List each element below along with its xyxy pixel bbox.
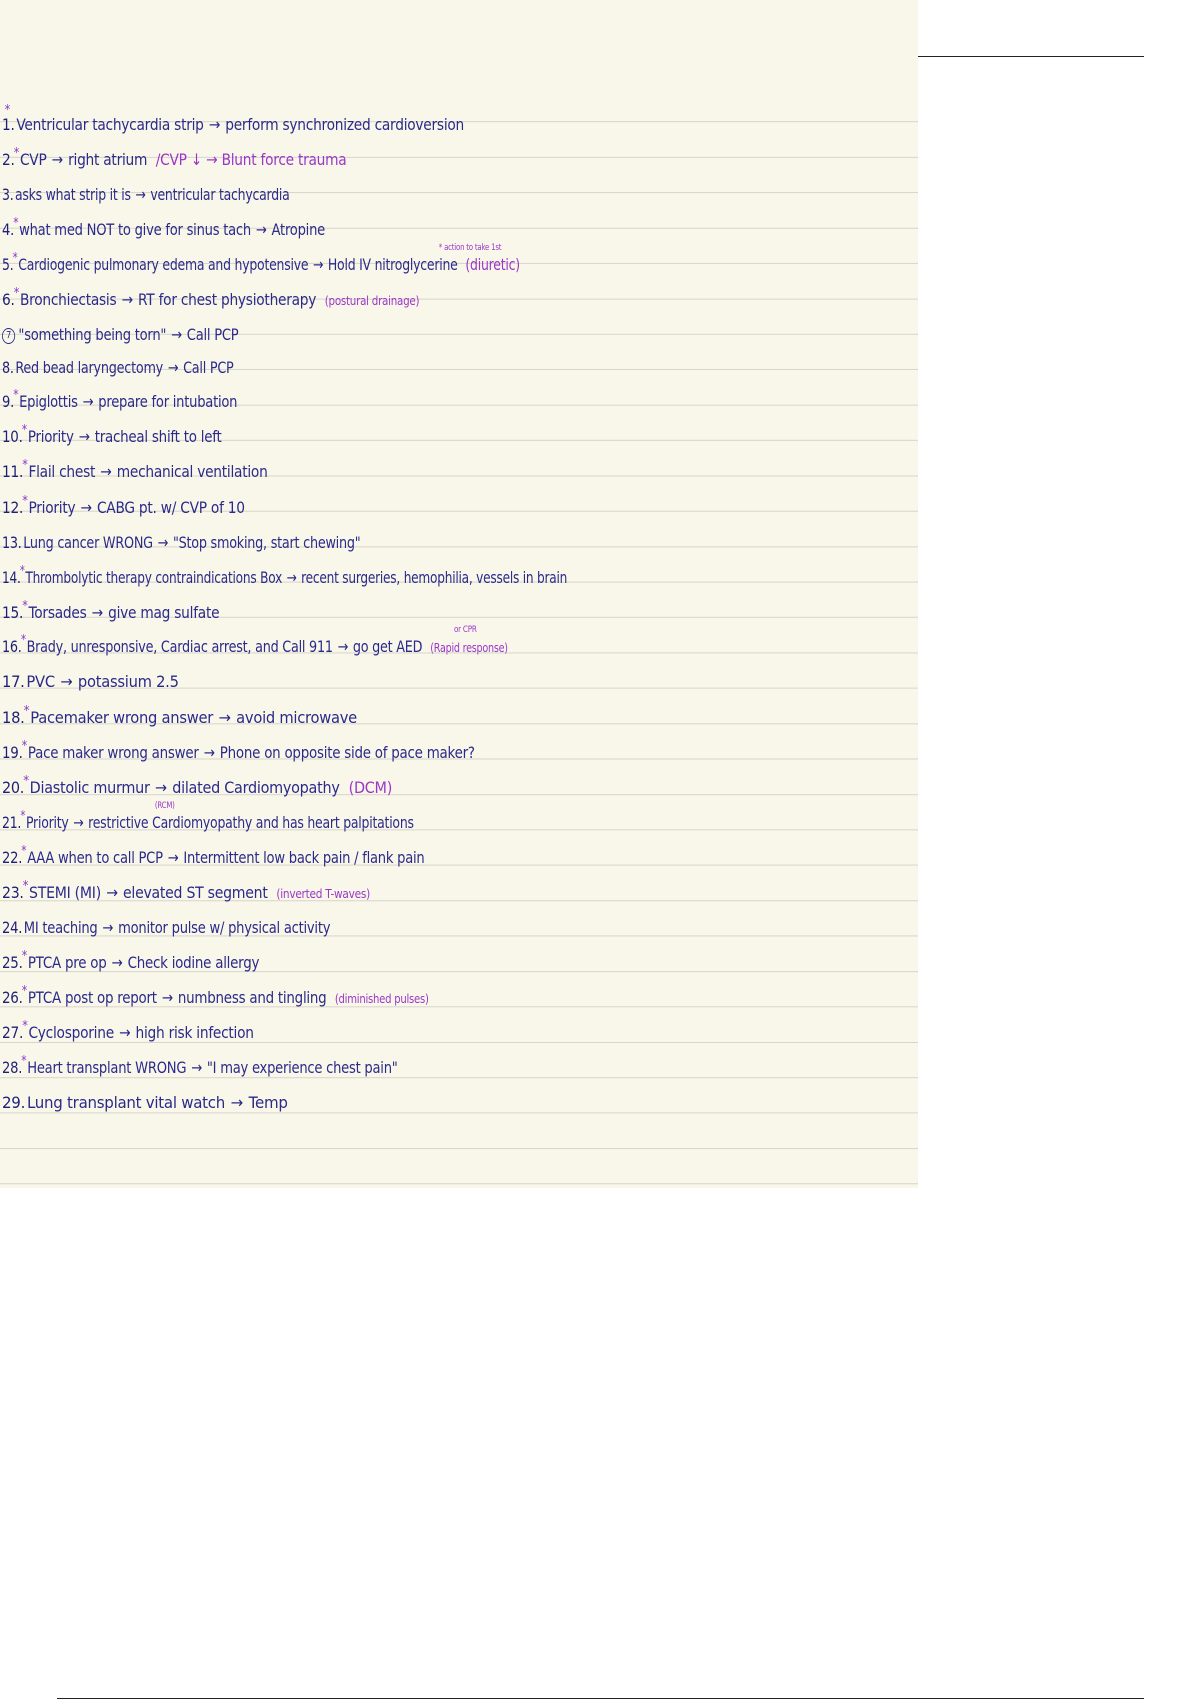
note-answer: Call PCP xyxy=(183,358,234,377)
note-item xyxy=(2,458,268,492)
note-number: 25. xyxy=(2,953,23,972)
arrow-icon: → xyxy=(161,988,173,1007)
note-question: Red bead laryngectomy xyxy=(15,358,164,377)
note-item xyxy=(2,423,222,457)
note-question: Pace maker wrong answer xyxy=(27,743,199,762)
note-question: Brady, unresponsive, Cardiac arrest, and Call 911 xyxy=(26,637,333,656)
note-number: 10. xyxy=(2,427,23,446)
note-question: Priority xyxy=(25,813,69,832)
note-question: what med NOT to give for sinus tach xyxy=(19,220,251,239)
note-item xyxy=(2,1054,398,1088)
note-answer: Temp xyxy=(248,1093,288,1112)
note-number: 8. xyxy=(2,358,14,377)
note-answer: Atropine xyxy=(271,220,325,239)
note-question: Thrombolytic therapy contraindications Box xyxy=(25,568,283,587)
note-item xyxy=(2,774,393,808)
arrow-icon: → xyxy=(286,568,297,587)
star-icon: * xyxy=(4,103,10,118)
star-icon: * xyxy=(13,388,19,403)
arrow-icon: → xyxy=(255,220,267,239)
note-item xyxy=(2,625,508,667)
note-question: Cyclosporine xyxy=(28,1023,114,1042)
star-icon: * xyxy=(21,1054,27,1069)
note-number: 6. xyxy=(2,290,15,309)
arrow-icon: → xyxy=(337,637,349,656)
note-answer: high risk infection xyxy=(135,1023,254,1042)
page-top-margin xyxy=(0,0,918,100)
note-question: Torsades xyxy=(28,603,87,622)
note-number: 19. xyxy=(2,743,23,762)
note-answer: restrictive Cardiomyopathy and has heart palpitations xyxy=(88,813,414,832)
star-icon: * xyxy=(13,216,19,231)
note-answer: Check iodine allergy xyxy=(127,953,260,972)
header-rule xyxy=(918,56,1144,57)
note-number: 24. xyxy=(2,918,23,937)
note-answer: monitor pulse w/ physical activity xyxy=(118,918,331,937)
arrow-icon: → xyxy=(80,498,92,517)
note-item xyxy=(2,672,179,702)
note-answer: "Stop smoking, start chewing" xyxy=(172,533,361,552)
note-question: PTCA post op report xyxy=(27,988,157,1007)
note-number: 2. xyxy=(2,150,15,169)
arrow-icon: → xyxy=(78,427,90,446)
note-annotation: /CVP ↓ → Blunt force trauma xyxy=(155,150,347,169)
note-item xyxy=(2,844,425,878)
note-answer: perform synchronized cardioversion xyxy=(225,115,465,134)
star-icon: * xyxy=(20,633,26,648)
note-annotation: (Rapid response) xyxy=(430,641,508,655)
note-item xyxy=(2,879,370,913)
note-question: "something being torn" xyxy=(18,325,167,344)
note-answer: RT for chest physiotherapy xyxy=(138,290,317,309)
arrow-icon: → xyxy=(121,290,133,309)
star-icon: * xyxy=(13,286,20,301)
note-number: 9. xyxy=(2,392,15,411)
note-superscript: * action to take 1st xyxy=(438,243,502,253)
note-item xyxy=(2,599,220,633)
star-icon: * xyxy=(22,458,28,473)
arrow-icon: → xyxy=(208,115,221,134)
note-number: 5. xyxy=(2,255,14,274)
note-superscript: or CPR xyxy=(454,625,477,635)
arrow-icon: → xyxy=(106,883,118,902)
note-item xyxy=(2,704,357,738)
note-number: 11. xyxy=(2,462,24,481)
note-answer: mechanical ventilation xyxy=(116,462,268,481)
note-number: 20. xyxy=(2,778,25,797)
note-number: 18. xyxy=(2,708,25,727)
note-number: 16. xyxy=(2,637,22,656)
star-icon: * xyxy=(22,879,29,894)
note-item xyxy=(2,494,245,528)
note-question: PVC xyxy=(26,672,55,691)
note-annotation: (inverted T-waves) xyxy=(276,887,370,901)
note-item xyxy=(2,739,475,773)
note-question: PTCA pre op xyxy=(27,953,107,972)
note-question: Lung transplant vital watch xyxy=(26,1093,226,1112)
circled-number: 7 xyxy=(2,328,15,344)
arrow-icon: → xyxy=(230,1093,244,1112)
note-question: Pacemaker wrong answer xyxy=(30,708,214,727)
star-icon: * xyxy=(20,809,26,824)
arrow-icon: → xyxy=(171,325,182,344)
note-answer: Intermittent low back pain / flank pain xyxy=(183,848,425,867)
note-number: 22. xyxy=(2,848,23,867)
note-question: Cardiogenic pulmonary edema and hypotensive xyxy=(18,255,309,274)
note-question: Diastolic murmur xyxy=(29,778,150,797)
star-icon: * xyxy=(19,564,25,579)
note-item xyxy=(2,984,429,1018)
star-icon: * xyxy=(21,984,27,999)
note-item xyxy=(2,185,290,215)
star-icon: * xyxy=(22,494,28,509)
arrow-icon: → xyxy=(60,672,73,691)
note-item xyxy=(2,801,414,843)
note-question: asks what strip it is xyxy=(15,185,131,204)
note-answer: ventricular tachycardia xyxy=(150,185,290,204)
note-item xyxy=(2,564,568,598)
note-number: 13. xyxy=(2,533,22,552)
note-number: 28. xyxy=(2,1058,23,1077)
note-number: 12. xyxy=(2,498,24,517)
note-item xyxy=(2,1019,254,1053)
note-annotation: (diminished pulses) xyxy=(334,992,429,1006)
arrow-icon: → xyxy=(119,1023,131,1042)
arrow-icon: → xyxy=(111,953,123,972)
note-number: 27. xyxy=(2,1023,24,1042)
note-item xyxy=(2,243,520,285)
note-item xyxy=(2,1093,288,1123)
note-question: AAA when to call PCP xyxy=(27,848,163,867)
arrow-icon: → xyxy=(91,603,103,622)
note-question: STEMI (MI) xyxy=(29,883,101,902)
note-item xyxy=(2,286,420,320)
note-question: Bronchiectasis xyxy=(19,290,117,309)
note-number: 21. xyxy=(2,813,22,832)
arrow-icon: → xyxy=(100,462,112,481)
note-number: 17. xyxy=(2,672,25,691)
note-answer: numbness and tingling xyxy=(177,988,327,1007)
note-question: Flail chest xyxy=(28,462,96,481)
note-answer: CABG pt. w/ CVP of 10 xyxy=(96,498,245,517)
arrow-icon: → xyxy=(135,185,146,204)
note-question: Epiglottis xyxy=(19,392,78,411)
note-superscript: (RCM) xyxy=(154,801,175,811)
note-item xyxy=(2,918,330,948)
note-answer: give mag sulfate xyxy=(108,603,220,622)
footer-rule xyxy=(57,1698,1144,1699)
star-icon: * xyxy=(21,739,27,754)
star-icon: * xyxy=(23,704,30,719)
note-answer: Hold IV nitroglycerine xyxy=(327,255,458,274)
note-question: MI teaching xyxy=(23,918,98,937)
arrow-icon: → xyxy=(102,918,114,937)
note-question: Priority xyxy=(28,498,76,517)
note-answer: tracheal shift to left xyxy=(94,427,222,446)
note-item xyxy=(2,533,360,563)
note-question: Priority xyxy=(27,427,74,446)
note-item xyxy=(2,103,465,145)
note-number: 26. xyxy=(2,988,23,1007)
arrow-icon: → xyxy=(51,150,63,169)
note-question: Heart transplant WRONG xyxy=(27,1058,187,1077)
note-question: CVP xyxy=(19,150,47,169)
note-item xyxy=(2,216,325,250)
note-item xyxy=(2,949,260,983)
arrow-icon: → xyxy=(191,1058,202,1077)
star-icon: * xyxy=(21,949,27,964)
arrow-icon: → xyxy=(82,392,94,411)
note-answer: avoid microwave xyxy=(236,708,357,727)
star-icon: * xyxy=(13,146,20,161)
note-answer: prepare for intubation xyxy=(98,392,238,411)
note-item xyxy=(2,325,238,355)
arrow-icon: → xyxy=(218,708,231,727)
arrow-icon: → xyxy=(167,358,179,377)
note-question: Lung cancer WRONG xyxy=(23,533,153,552)
star-icon: * xyxy=(21,423,27,438)
star-icon: * xyxy=(21,844,27,859)
note-number: 1. xyxy=(2,115,15,134)
note-answer: elevated ST segment xyxy=(123,883,268,902)
star-icon: * xyxy=(12,251,18,266)
arrow-icon: → xyxy=(157,533,169,552)
note-item xyxy=(2,358,234,388)
note-annotation: (DCM) xyxy=(348,778,393,797)
star-icon: * xyxy=(23,774,29,789)
arrow-icon: → xyxy=(167,848,179,867)
arrow-icon: → xyxy=(73,813,84,832)
note-question: Ventricular tachycardia strip xyxy=(16,115,204,134)
note-number: 23. xyxy=(2,883,24,902)
note-annotation: (postural drainage) xyxy=(324,294,420,308)
note-annotation: (diuretic) xyxy=(465,255,520,274)
note-answer: recent surgeries, hemophilia, vessels in brain xyxy=(301,568,568,587)
note-answer: "I may experience chest pain" xyxy=(206,1058,398,1077)
arrow-icon: → xyxy=(203,743,215,762)
note-answer: potassium 2.5 xyxy=(77,672,179,691)
note-answer: Phone on opposite side of pace maker? xyxy=(219,743,475,762)
note-number: 3. xyxy=(2,185,14,204)
arrow-icon: → xyxy=(155,778,167,797)
star-icon: * xyxy=(22,1019,28,1034)
note-number: 4. xyxy=(2,220,15,239)
note-answer: go get AED xyxy=(352,637,423,656)
note-answer: Call PCP xyxy=(186,325,239,344)
note-number: 15. xyxy=(2,603,24,622)
arrow-icon: → xyxy=(313,255,324,274)
note-number: 14. xyxy=(2,568,21,587)
note-item xyxy=(2,388,238,422)
note-answer: right atrium xyxy=(68,150,148,169)
note-item xyxy=(2,146,347,180)
note-number: 29. xyxy=(2,1093,26,1112)
note-answer: dilated Cardiomyopathy xyxy=(172,778,340,797)
star-icon: * xyxy=(22,599,28,614)
